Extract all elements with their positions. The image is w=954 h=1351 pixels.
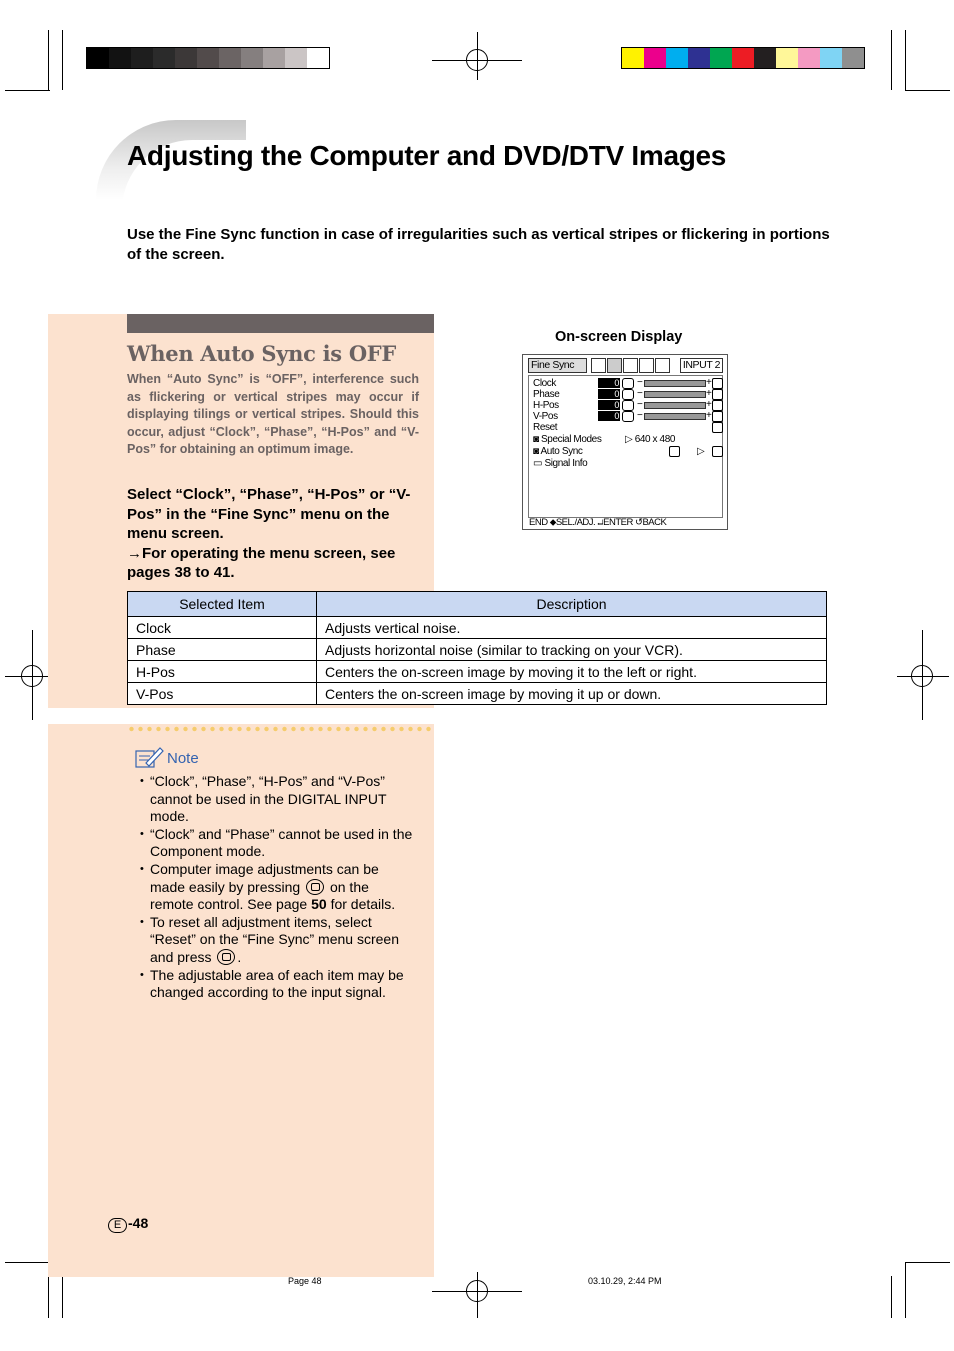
osd-row-value: 0 [598, 400, 620, 410]
table-cell: H-Pos [128, 661, 317, 683]
section-title: When Auto Sync is OFF [127, 341, 397, 366]
osd-row-label: Special Modes [541, 434, 602, 445]
note-label: Note [167, 750, 199, 767]
crop-mark [891, 1276, 892, 1318]
sidebar-gap [48, 708, 434, 724]
step-reference: →For operating the menu screen, see pages 38 to 41. [127, 544, 396, 582]
auto-sync-button-icon [306, 879, 324, 895]
grid-icon [712, 389, 723, 400]
registration-mark [911, 665, 933, 687]
section-description: When “Auto Sync” is “OFF”, interference such as flickering or vertical stripes may occur if displaying tilings or vertical stripes. Should this occur, adjust “Clock”, “Phase”, “H-Pos” and “V-Pos” for obtaining an optimum image. [127, 372, 419, 457]
grayscale-bar [86, 47, 330, 69]
footer-page: Page 48 [288, 1276, 322, 1286]
table-row [128, 639, 827, 661]
table-row [128, 617, 827, 639]
grid-icon [622, 389, 634, 400]
note-item: • “Clock” and “Phase” cannot be used in the Component mode. [140, 826, 414, 861]
note-item: • “Clock”, “Phase”, “H-Pos” and “V-Pos” cannot be used in the DIGITAL INPUT mode. [140, 773, 414, 826]
minus-icon: − [637, 377, 643, 388]
screen-icon [712, 411, 723, 422]
color-bar [621, 47, 865, 69]
osd-row-label: Auto Sync [540, 446, 583, 457]
osd-tab-fine-sync: Fine Sync [528, 358, 587, 373]
crop-mark [5, 90, 50, 91]
crop-mark [891, 30, 892, 90]
enter-icon [712, 422, 723, 433]
osd-slider [644, 402, 706, 409]
screen-icon [622, 411, 634, 422]
grid-icon [622, 378, 634, 389]
auto-sync-icon [669, 446, 680, 457]
osd-row-special-modes [533, 434, 601, 445]
osd-row-reset: Reset [533, 422, 558, 433]
crop-mark [905, 1262, 950, 1263]
table-cell: Adjusts horizontal noise (similar to tracking on your VCR). [317, 639, 827, 661]
arrow-right-icon: ▷ [625, 434, 633, 445]
plus-icon: + [706, 410, 712, 421]
special-modes-icon: ◙ [533, 434, 539, 445]
grid-icon [712, 446, 723, 457]
crop-mark [905, 1262, 906, 1318]
table-cell: Centers the on-screen image by moving it to the left or right. [317, 661, 827, 683]
crop-mark [62, 1276, 63, 1318]
osd-slider [644, 380, 706, 387]
registration-mark [466, 1280, 488, 1302]
plus-icon: + [706, 377, 712, 388]
crop-mark [905, 90, 950, 91]
table-cell: V-Pos [128, 683, 317, 705]
signal-info-icon: ▭ [533, 458, 543, 469]
page-number: E -48 [108, 1215, 148, 1233]
osd-row-phase [533, 389, 559, 400]
osd-row-label: Clock [533, 378, 557, 389]
step-text: Select “Clock”, “Phase”, “H-Pos” or “V-Pos” in the “Fine Sync” menu on the menu screen. [127, 486, 411, 543]
plus-icon: + [706, 399, 712, 410]
table-cell: Adjusts vertical noise. [317, 617, 827, 639]
options-icon [639, 358, 654, 373]
minus-icon: − [637, 388, 643, 399]
osd-row-value: 0 [598, 378, 620, 388]
minus-icon: − [637, 410, 643, 421]
table-header-row [128, 592, 827, 617]
footer-timestamp: 03.10.29, 2:44 PM [588, 1276, 662, 1286]
osd-slider [644, 391, 706, 398]
crop-mark [62, 30, 63, 90]
note-list [140, 773, 414, 1002]
table-row [128, 661, 827, 683]
osd-row-value: 0 [598, 411, 620, 421]
table-cell: Centers the on-screen image by moving it up or down. [317, 683, 827, 705]
dotted-divider [127, 726, 434, 732]
section-header-band [127, 314, 434, 333]
on-screen-display [522, 354, 728, 530]
table-cell: Clock [128, 617, 317, 639]
osd-row-signal-info [533, 458, 587, 469]
crop-mark [5, 1262, 50, 1263]
osd-menu [528, 375, 723, 518]
crop-mark [905, 30, 906, 90]
table-header-cell: Description [317, 592, 827, 617]
intro-text: Use the Fine Sync function in case of irregularities such as vertical stripes or flickering in portions of the screen. [127, 226, 830, 263]
arrow-right-icon: ▷ [697, 446, 705, 457]
osd-row-value: 0 [598, 389, 620, 399]
osd-row-label: H-Pos [533, 400, 559, 411]
table-row [128, 683, 827, 705]
grid-icon [712, 378, 723, 389]
table-header-cell: Selected Item [128, 592, 317, 617]
page-letter: E [108, 1218, 127, 1233]
table-cell: Phase [128, 639, 317, 661]
osd-caption: On-screen Display [555, 329, 683, 345]
section-step [127, 485, 425, 583]
osd-row-clock [533, 378, 556, 389]
auto-sync-icon: ◙ [533, 446, 539, 457]
audio-icon [623, 358, 638, 373]
minus-icon: − [637, 399, 643, 410]
description-table [127, 591, 827, 705]
note-item: • To reset all adjustment items, select “Reset” on the “Fine Sync” menu screen and press . [140, 914, 414, 967]
picture-icon [591, 358, 606, 373]
screen-icon [712, 400, 723, 411]
osd-slider [644, 413, 706, 420]
osd-row-auto-sync [533, 446, 582, 457]
registration-mark [21, 665, 43, 687]
setup-icon [655, 358, 670, 373]
osd-row-vpos [533, 411, 558, 422]
note-item: • Computer image adjustments can be made easily by pressing on the remote control. See page 50 for details. [140, 861, 414, 914]
osd-input-label: INPUT 2 [680, 358, 723, 373]
crop-mark [48, 30, 49, 90]
page-title: Adjusting the Computer and DVD/DTV Images [127, 140, 727, 171]
plus-icon: + [706, 388, 712, 399]
osd-bottom-bar: END ⬥SEL./ADJ. ↵ENTER ↺BACK [529, 517, 667, 528]
registration-mark [466, 49, 488, 71]
note-item: • The adjustable area of each item may be changed according to the input signal. [140, 967, 414, 1002]
enter-button-icon [217, 949, 235, 965]
pencil-note-icon [134, 745, 164, 769]
osd-row-label: Signal Info [544, 458, 588, 469]
osd-special-modes-value: ▷ 640 x 480 [625, 434, 676, 445]
osd-row-label: Phase [533, 389, 560, 400]
fine-sync-icon [607, 358, 622, 373]
screen-icon [622, 400, 634, 411]
osd-row-label: V-Pos [533, 411, 558, 422]
osd-row-hpos [533, 400, 559, 411]
